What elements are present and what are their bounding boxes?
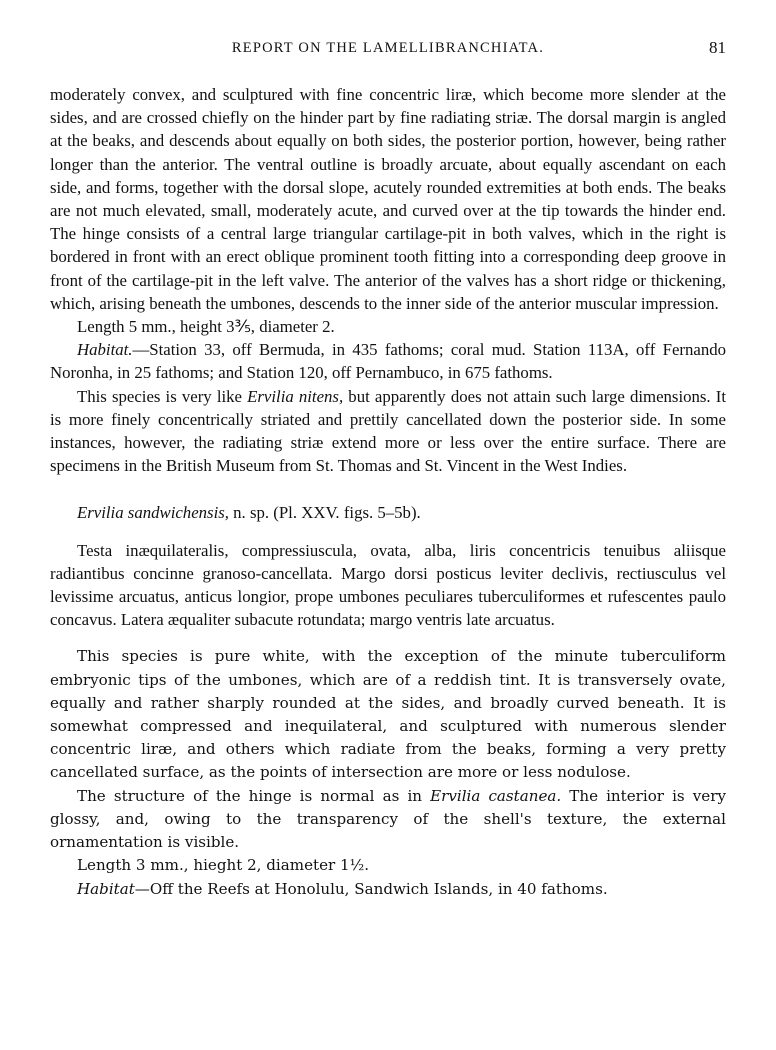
comparison-text-a: This species is very like	[77, 386, 248, 406]
page-number: 81	[709, 38, 726, 57]
section-gap	[50, 631, 726, 645]
description-continued: moderately convex, and sculptured with fine concentric liræ, which become more slender at the sides, and are crossed chiefly on the hinder part by fine radiating striæ. The dorsal margin is angled at the beaks, and descends about equally on both sides, the posterior portion, however, being rather longer than the anterior. The ventral outline is broadly arcuate, about equally ascendant on each side, and forms, together with the dorsal slope, acutely rounded extremities at both ends. The beaks are not much elevated, small, moderately acute, and curved over at the tip towards the hinder end. The hinge consists of a central large triangular cartilage-pit in both valves, which in the right is bordered in front with an erect oblique prominent tooth fitting into a corresponding deep groove in front of the cartilage-pit in the left valve. The anterior of the valves has a short ridge or thickening, which, arising beneath the umbones, descends to the inner side of the anterior muscular impression.	[50, 85, 726, 313]
habitat-text: —Station 33, off Bermuda, in 435 fathoms; coral mud. Station 113A, off Fernando Noronha, in 25 fathoms; and Station 120, off Pernambuco, in 675 fathoms.	[50, 340, 726, 383]
comparison-paragraph	[50, 385, 726, 478]
description-paragraph: This species is pure white, with the exception of the minute tuberculiform embryonic tips of the umbones, which are of a reddish tint. It is transversely ovate, equally and rather sharply rounded at the sides, and broadly curved beneath. It is somewhat compressed and inequilateral, and sculptured with numerous slender concentric liræ, and others which radiate from the beaks, forming a very pretty cancellated surface, as the points of intersection are more or less nodulose.	[50, 647, 726, 782]
comparison-text-b: but apparently does not attain such large dimensions. It is more finely concentrically striated and prettily cancellated down the posterior side. In some instances, however, the radiating striæ extend more or less over the entire surface. There are specimens in the British Museum from St. Thomas and St. Vincent in the West Indies.	[50, 386, 726, 476]
species-reference: Ervilia castanea.	[430, 786, 562, 805]
habitat-paragraph-2	[50, 878, 726, 901]
measurements-paragraph: Length 5 mm., height 3⅗, diameter 2.	[77, 317, 335, 337]
latin-diagnosis: Testa inæquilateralis, compressiuscula, ovata, alba, liris concentricis tenuibus aliisque radiantibus concinne granoso-cancellata. Margo dorsi posticus leviter declivis, rectiusculus vel levissime arcuatus, anticus longior, prope umbones peculiares tuberculiformes et rufescentes paulo concavus. Latera æqualiter subacute rotundata; margo ventris late arcuatus.	[50, 540, 726, 630]
page-body	[50, 83, 726, 901]
habitat-text: —Off the Reefs at Honolulu, Sandwich Islands, in 40 fathoms.	[134, 879, 608, 898]
measurements-paragraph-2: Length 3 mm., hieght 2, diameter 1½.	[77, 856, 370, 875]
hinge-paragraph	[50, 785, 726, 855]
section-gap	[50, 477, 726, 501]
species-heading	[50, 501, 726, 524]
species-heading-rest: n. sp. (Pl. XXV. figs. 5–5b).	[228, 503, 421, 523]
hinge-text-b: The interior is very glossy, and, owing to the transparency of the shell's texture, the external ornamentation is visible.	[50, 786, 726, 852]
species-name: Ervilia sandwichensis,	[77, 503, 229, 523]
section-gap	[50, 525, 726, 539]
page-header	[50, 40, 726, 64]
running-title: REPORT ON THE LAMELLIBRANCHIATA.	[231, 40, 545, 56]
habitat-label: Habitat	[77, 879, 135, 898]
habitat-paragraph	[50, 338, 726, 384]
habitat-label: Habitat.	[77, 340, 133, 360]
species-reference: Ervilia nitens,	[247, 386, 344, 406]
hinge-text-a: The structure of the hinge is normal as in	[77, 786, 431, 805]
